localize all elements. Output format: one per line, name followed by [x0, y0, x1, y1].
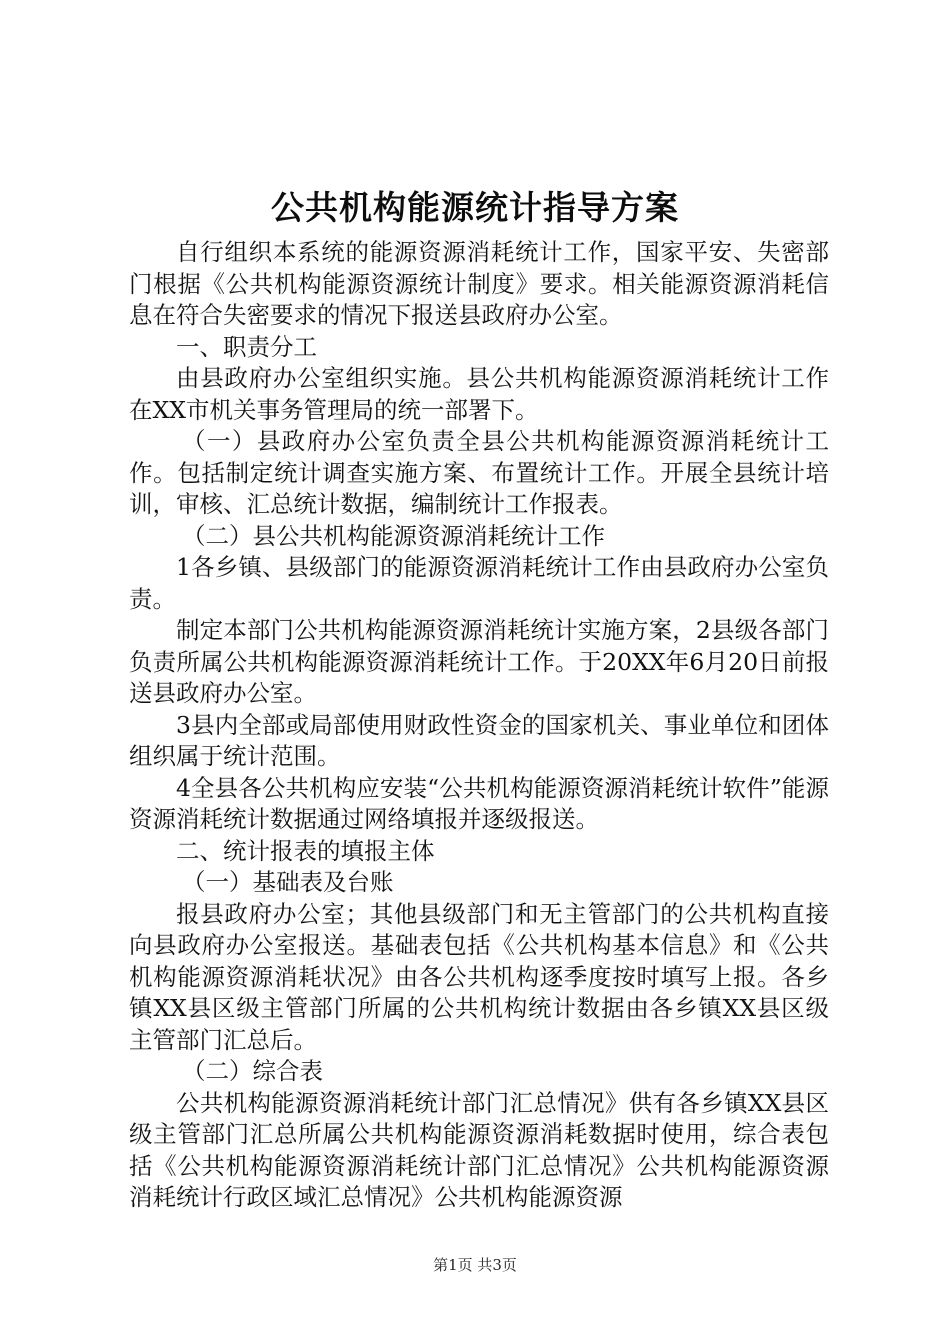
paragraph: 由县政府办公室组织实施。县公共机构能源资源消耗统计工作在XX市机关事务管理局的统一部署下。 — [129, 364, 829, 424]
section-heading: 二、统计报表的填报主体 — [176, 836, 435, 865]
paragraph: 4全县各公共机构应安装“公共机构能源资源消耗统计软件”能源资源消耗统计数据通过网络填报并逐级报送。 — [129, 773, 829, 833]
section-heading: 一、职责分工 — [176, 332, 317, 361]
paragraph: 1各乡镇、县级部门的能源资源消耗统计工作由县政府办公室负责。 — [129, 553, 829, 613]
subsection-heading: （二）综合表 — [182, 1057, 323, 1085]
paragraph: 自行组织本系统的能源资源消耗统计工作，国家平安、失密部门根据《公共机构能源资源统计制度》要求。相关能源资源消耗信息在符合失密要求的情况下报送县政府办公室。 — [129, 238, 829, 329]
paragraph: 报县政府办公室；其他县级部门和无主管部门的公共机构直接向县政府办公室报送。基础表包括《公共机构基本信息》和《公共机构能源资源消耗状况》由各公共机构逐季度按时填写上报。各乡镇XX县区级主管部门所属的公共机构统计数据由各乡镇XX县区级主管部门汇总后。 — [129, 899, 829, 1054]
paragraph: 公共机构能源资源消耗统计部门汇总情况》供有各乡镇XX县区级主管部门汇总所属公共机构能源资源消耗数据时使用，综合表包括《公共机构能源资源消耗统计部门汇总情况》公共机构能源资源消耗统计行政区域汇总情况》公共机构能源资源 — [129, 1088, 829, 1211]
subsection-heading: （二）县公共机构能源资源消耗统计工作 — [182, 521, 605, 550]
subsection-paragraph: （一）县政府办公室负责全县公共机构能源资源消耗统计工作。包括制定统计调查实施方案、布置统计工作。开展全县统计培训，审核、汇总统计数据，编制统计工作报表。 — [129, 427, 829, 518]
subsection-heading: （一）基础表及台账 — [182, 868, 394, 896]
document-body — [129, 237, 829, 1214]
page-footer: 第1页 共3页 — [433, 1256, 517, 1274]
document-title: 公共机构能源统计指导方案 — [271, 188, 679, 227]
paragraph: 3县内全部或局部使用财政性资金的国家机关、事业单位和团体组织属于统计范围。 — [129, 710, 829, 770]
paragraph: 制定本部门公共机构能源资源消耗统计实施方案，2县级各部门负责所属公共机构能源资源消耗统计工作。于20XX年6月20日前报送县政府办公室。 — [129, 616, 829, 707]
